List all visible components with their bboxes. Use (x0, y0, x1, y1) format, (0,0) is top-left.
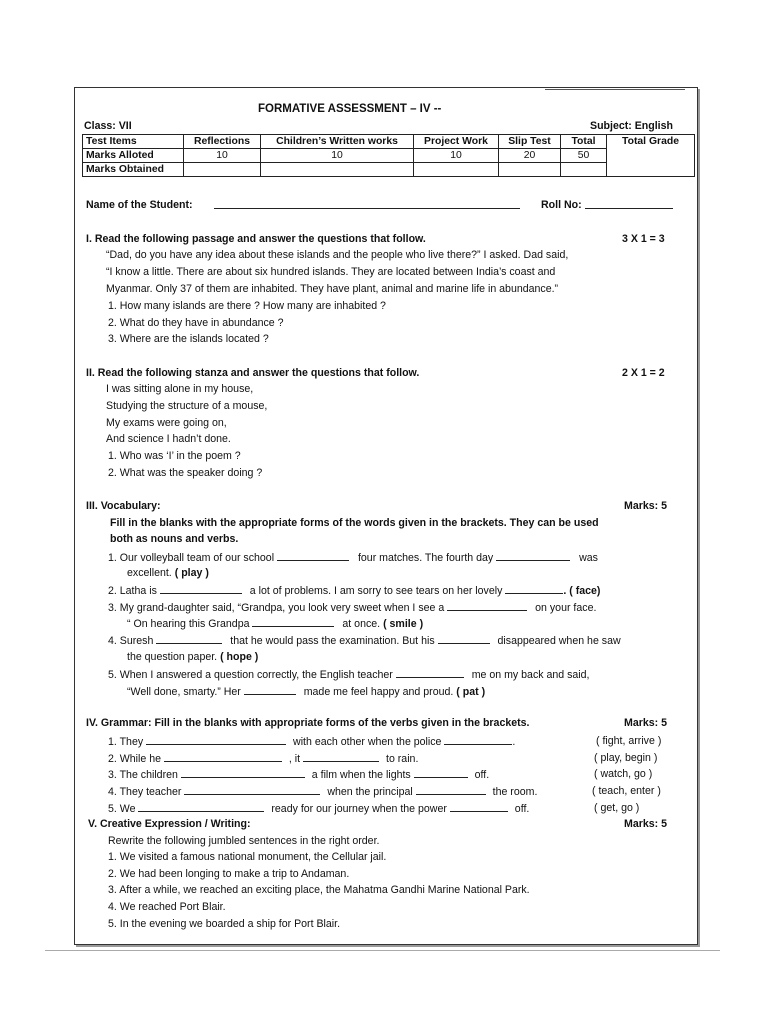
header-cell: Reflections (184, 135, 261, 149)
stanza-line: And science I hadn’t done. (106, 433, 231, 445)
grammar-item-2: 2. While he , it to rain. (108, 753, 419, 765)
jumbled-sentence: 3. After a while, we reached an exciting place, the Mahatma Gandhi Marine National Park. (108, 884, 530, 896)
word-hint: ( play ) (174, 567, 209, 579)
question: 1. Who was ‘I’ in the poem ? (108, 450, 241, 462)
stanza-line: Studying the structure of a mouse, (106, 400, 268, 412)
roll-no-label: Roll No: (541, 199, 582, 211)
question: 2. What was the speaker doing ? (108, 467, 263, 479)
row-label: Marks Alloted (83, 149, 184, 163)
grammar-item-3: 3. The children a film when the lights off. (108, 769, 490, 781)
table-cell: 10 (261, 149, 414, 163)
blank-field[interactable] (505, 583, 563, 594)
student-name-label: Name of the Student: (86, 199, 193, 211)
blank-field[interactable] (438, 633, 490, 644)
verb-hint: ( watch, go ) (594, 768, 653, 780)
jumbled-sentence: 4. We reached Port Blair. (108, 901, 226, 913)
blank-field[interactable] (416, 784, 486, 795)
marks-alloted-row (83, 149, 695, 163)
question: 2. What do they have in abundance ? (108, 317, 284, 329)
marks-table (82, 134, 695, 177)
section-3-marks: Marks: 5 (624, 500, 667, 512)
grammar-item-5: 5. We ready for our journey when the power off. (108, 803, 530, 815)
section-5-marks: Marks: 5 (624, 818, 667, 830)
verb-hint: ( fight, arrive ) (596, 735, 662, 747)
top-rule (545, 89, 685, 90)
verb-hint: ( play, begin ) (594, 752, 658, 764)
instruction-line: Fill in the blanks with the appropriate forms of the words given in the brackets. They can be used (110, 517, 599, 529)
table-cell (184, 163, 261, 177)
word-hint: ( hope ) (220, 651, 259, 663)
blank-field[interactable] (496, 550, 570, 561)
table-cell (414, 163, 499, 177)
header-cell: Test Items (83, 135, 184, 149)
instruction-line: both as nouns and verbs. (110, 533, 239, 545)
passage-line: “I know a little. There are about six hundred islands. They are located between India’s coast and (106, 266, 556, 278)
vocab-item-4: 4. Suresh that he would pass the examination. But his disappeared when he saw (108, 635, 621, 647)
instruction-line: Rewrite the following jumbled sentences in the right order. (108, 835, 380, 847)
section-1-marks: 3 X 1 = 3 (622, 233, 665, 245)
section-2-heading: II. Read the following stanza and answer the questions that follow. (86, 367, 420, 379)
vocab-item-3-cont: “ On hearing this Grandpa at once. ( smile ) (127, 618, 424, 630)
verb-hint: ( get, go ) (594, 802, 640, 814)
blank-field[interactable] (156, 633, 222, 644)
stanza-line: My exams were going on, (106, 417, 227, 429)
vocab-item-4-cont: the question paper. ( hope ) (127, 651, 259, 663)
blank-field[interactable] (181, 767, 305, 778)
table-cell: 10 (184, 149, 261, 163)
blank-field[interactable] (164, 751, 282, 762)
blank-field[interactable] (414, 767, 468, 778)
blank-field[interactable] (138, 801, 264, 812)
vocab-item-3: 3. My grand-daughter said, “Grandpa, you look very sweet when I see a on your face. (108, 602, 597, 614)
section-5-heading: V. Creative Expression / Writing: (88, 818, 251, 830)
table-cell (261, 163, 414, 177)
row-label: Marks Obtained (83, 163, 184, 177)
blank-field[interactable] (277, 550, 349, 561)
header-cell: Slip Test (499, 135, 561, 149)
table-cell (499, 163, 561, 177)
verb-hint: ( teach, enter ) (592, 785, 661, 797)
blank-field[interactable] (447, 600, 527, 611)
vocab-item-5-cont: “Well done, smarty.” Her made me feel happy and proud. ( pat ) (127, 686, 486, 698)
word-hint: ( smile ) (383, 618, 424, 630)
section-3-heading: III. Vocabulary: (86, 500, 161, 512)
marks-header-row (83, 135, 695, 149)
blank-field[interactable] (396, 667, 464, 678)
blank-field[interactable] (244, 684, 296, 695)
blank-field[interactable] (160, 583, 242, 594)
question: 3. Where are the islands located ? (108, 333, 269, 345)
table-cell: 50 (561, 149, 607, 163)
jumbled-sentence: 5. In the evening we boarded a ship for Port Blair. (108, 918, 341, 930)
vocab-item-1: 1. Our volleyball team of our school four matches. The fourth day was (108, 552, 598, 564)
subject-label: Subject: English (590, 120, 673, 132)
blank-field[interactable] (146, 734, 286, 745)
stanza-line: I was sitting alone in my house, (106, 383, 254, 395)
question: 1. How many islands are there ? How many are inhabited ? (108, 300, 386, 312)
table-cell: 20 (499, 149, 561, 163)
blank-field[interactable] (184, 784, 320, 795)
header-cell: Total Grade (607, 135, 695, 177)
marks-obtained-row (83, 163, 695, 177)
student-name-field[interactable] (214, 198, 520, 213)
roll-no-field[interactable] (585, 198, 673, 213)
vocab-item-2: 2. Latha is a lot of problems. I am sorry to see tears on her lovely . ( face) (108, 585, 601, 597)
passage-line: “Dad, do you have any idea about these islands and the people who live there?” I asked. Dad said, (106, 249, 569, 261)
grammar-item-1: 1. They with each other when the police . (108, 736, 516, 748)
header-cell: Total (561, 135, 607, 149)
vocab-item-1-cont: excellent. ( play ) (127, 567, 209, 579)
header-cell: Children’s Written works (261, 135, 414, 149)
section-4-heading: IV. Grammar: Fill in the blanks with appropriate forms of the verbs given in the brackets. (86, 717, 530, 729)
word-hint: ( pat ) (456, 686, 486, 698)
blank-field[interactable] (303, 751, 379, 762)
jumbled-sentence: 2. We had been longing to make a trip to Andaman. (108, 868, 350, 880)
blank-field[interactable] (450, 801, 508, 812)
section-4-marks: Marks: 5 (624, 717, 667, 729)
header-cell: Project Work (414, 135, 499, 149)
vocab-item-5: 5. When I answered a question correctly, the English teacher me on my back and said, (108, 669, 590, 681)
word-hint: . ( face) (563, 585, 601, 597)
table-cell (561, 163, 607, 177)
class-label: Class: VII (84, 120, 132, 132)
blank-field[interactable] (444, 734, 512, 745)
jumbled-sentence: 1. We visited a famous national monument, the Cellular jail. (108, 851, 387, 863)
table-cell: 10 (414, 149, 499, 163)
page-title: FORMATIVE ASSESSMENT – IV -- (258, 103, 442, 115)
passage-line: Myanmar. Only 37 of them are inhabited. They have plant, animal and marine life in abundance.” (106, 283, 559, 295)
section-1-heading: I. Read the following passage and answer the questions that follow. (86, 233, 426, 245)
grammar-item-4: 4. They teacher when the principal the room. (108, 786, 538, 798)
footer-rule (45, 950, 720, 951)
blank-field[interactable] (252, 616, 334, 627)
section-2-marks: 2 X 1 = 2 (622, 367, 665, 379)
